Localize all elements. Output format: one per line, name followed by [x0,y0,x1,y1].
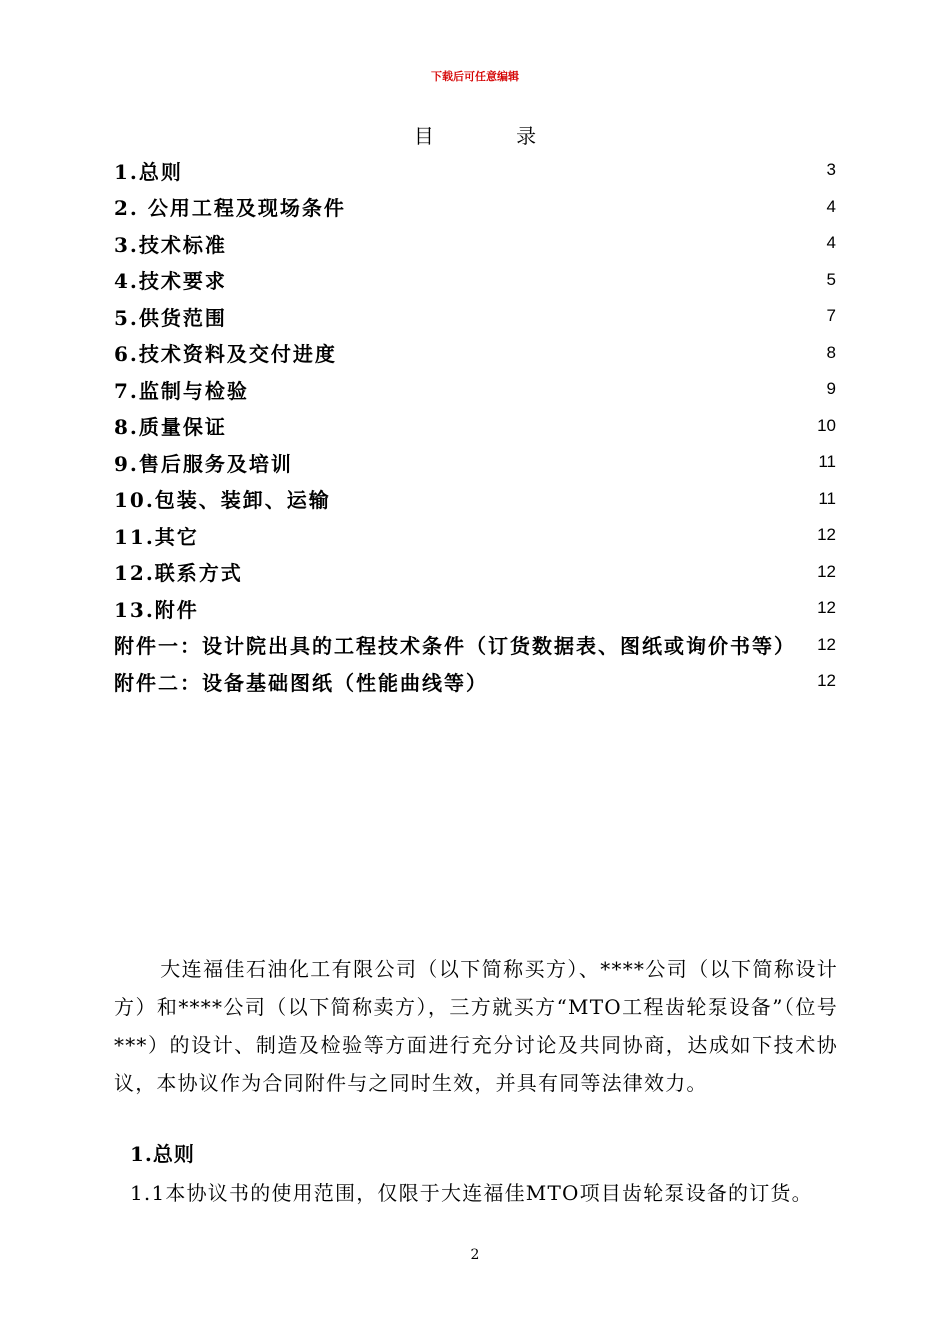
section-heading-general: 1.总则 [130,1142,195,1166]
toc-entry-page: 10 [817,415,836,435]
toc-entry[interactable] [114,298,836,335]
toc-entry[interactable] [114,152,836,189]
toc-entry-label: 2. 公用工程及现场条件 [114,196,346,221]
toc-entry-label: 11.其它 [114,524,199,549]
toc-entry[interactable] [114,189,836,226]
toc-entry-label: 7.监制与检验 [114,378,249,403]
toc-entry-page: 12 [817,561,836,581]
toc-entry-page: 12 [817,634,836,654]
toc-entry-page: 12 [817,598,836,618]
table-of-contents [114,152,836,700]
toc-entry-label: 附件一：设计院出具的工程技术条件（订货数据表、图纸或询价书等） [114,634,796,659]
toc-entry-page: 4 [826,196,836,216]
toc-entry-label: 6.技术资料及交付进度 [114,342,337,367]
toc-entry[interactable] [114,335,836,372]
toc-entry-page: 5 [826,269,836,289]
toc-entry[interactable] [114,590,836,627]
toc-entry[interactable] [114,554,836,591]
intro-paragraph [114,950,838,1102]
toc-entry-label: 9.售后服务及培训 [114,451,293,476]
toc-entry-page: 8 [826,342,836,362]
toc-entry-page: 11 [818,452,836,472]
toc-entry-label: 3.技术标准 [114,232,227,257]
toc-entry[interactable] [114,517,836,554]
download-banner: 下载后可任意编辑 [431,70,519,83]
toc-entry-page: 4 [826,233,836,253]
toc-entry-label: 8.质量保证 [114,415,227,440]
toc-entry[interactable] [114,481,836,518]
toc-entry[interactable] [114,663,836,700]
toc-entry-label: 5.供货范围 [114,305,227,330]
page-number: 2 [470,1247,480,1263]
toc-entry-page: 3 [826,160,836,180]
clause-1-1: 1.1本协议书的使用范围，仅限于大连福佳MTO项目齿轮泵设备的订货。 [130,1181,813,1205]
toc-entry-label: 4.技术要求 [114,269,227,294]
toc-entry-label: 13.附件 [114,597,199,622]
toc-entry-label: 10.包装、装卸、运输 [114,488,331,513]
toc-entry-page: 12 [817,525,836,545]
toc-entry[interactable] [114,627,836,664]
toc-entry-page: 7 [826,306,836,326]
toc-entry[interactable] [114,408,836,445]
toc-entry-label: 12.联系方式 [114,561,243,586]
toc-entry[interactable] [114,371,836,408]
toc-entry-page: 12 [817,671,836,691]
toc-entry-label: 1.总则 [114,159,183,184]
toc-entry-page: 9 [826,379,836,399]
toc-entry[interactable] [114,225,836,262]
toc-entry-label: 附件二：设备基础图纸（性能曲线等） [114,670,488,695]
toc-entry-page: 11 [818,488,836,508]
intro-text: 大连福佳石油化工有限公司（以下简称买方）、****公司（以下简称设计方）和****公司（以下简称卖方），三方就买方“MTO工程齿轮泵设备”（位号***）的设计、制造及检验等方面进行充分讨论及共同协商，达成如下技术协议，本协议作为合同附件与之同时生效，并具有同等法律效力。 [114,957,838,1095]
toc-title: 目 录 [413,124,575,148]
toc-entry[interactable] [114,444,836,481]
toc-entry[interactable] [114,262,836,299]
